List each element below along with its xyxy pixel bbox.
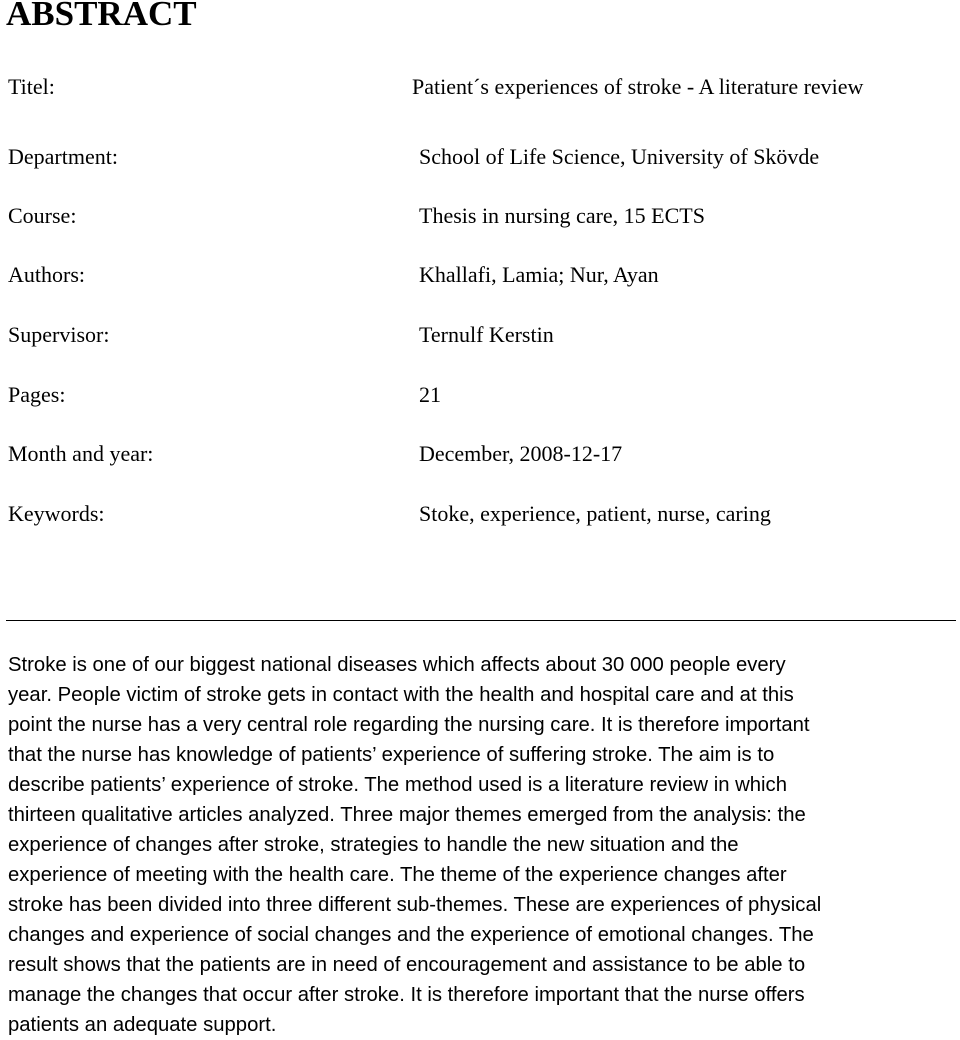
meta-row-course xyxy=(0,201,960,231)
meta-label-authors: Authors: xyxy=(8,262,85,287)
meta-label-course: Course: xyxy=(8,203,77,228)
meta-label-title: Titel: xyxy=(8,74,55,99)
section-divider xyxy=(6,620,956,621)
meta-value-department: School of Life Science, University of Skövde xyxy=(419,144,820,169)
meta-value-supervisor: Ternulf Kerstin xyxy=(419,322,554,347)
meta-value-date: December, 2008-12-17 xyxy=(419,441,623,466)
page-title: ABSTRACT xyxy=(6,0,197,33)
meta-label-supervisor: Supervisor: xyxy=(8,322,110,347)
meta-label-pages: Pages: xyxy=(8,382,66,407)
abstract-paragraph: Stroke is one of our biggest national diseases which affects about 30 000 people every year. People victim of stroke gets in contact with the health and hospital care and at this point the nurse has a very central role regarding the nursing care. It is therefore important that the nurse has knowledge of patients’ experience of suffering stroke. The aim is to describe patients’ experience of stroke. The method used is a literature review in which thirteen qualitative articles analyzed. Three major themes emerged from the analysis: the experience of changes after stroke, strategies to handle the new situation and the experience of meeting with the health care. The theme of the experience changes after stroke has been divided into three different sub-themes. These are experiences of physical changes and experience of social changes and the experience of emotional changes. The result shows that the patients are in need of encouragement and assistance to be able to manage the changes that occur after stroke. It is therefore important that the nurse offers patients an adequate support. xyxy=(8,654,822,1036)
meta-row-date xyxy=(0,439,960,469)
meta-value-authors: Khallafi, Lamia; Nur, Ayan xyxy=(419,262,659,287)
meta-value-course: Thesis in nursing care, 15 ECTS xyxy=(419,203,705,228)
meta-value-pages: 21 xyxy=(419,382,441,407)
meta-row-title xyxy=(0,72,960,102)
meta-row-authors xyxy=(0,260,960,290)
meta-label-keywords: Keywords: xyxy=(8,501,105,526)
meta-row-keywords xyxy=(0,499,960,529)
meta-row-supervisor xyxy=(0,320,960,350)
meta-row-department xyxy=(0,142,960,172)
meta-value-title: Patient´s experiences of stroke - A literature review xyxy=(412,74,864,99)
meta-row-pages xyxy=(0,380,960,410)
meta-label-department: Department: xyxy=(8,144,118,169)
meta-value-keywords: Stoke, experience, patient, nurse, caring xyxy=(419,501,771,526)
meta-label-date: Month and year: xyxy=(8,441,154,466)
